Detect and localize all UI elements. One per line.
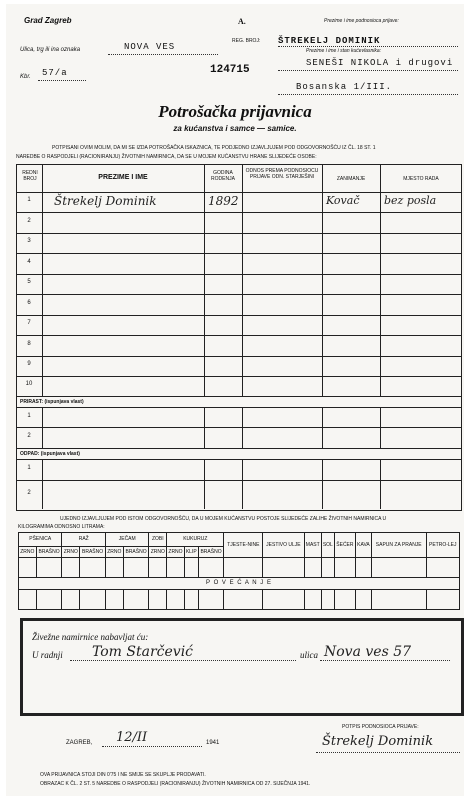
col-header-occupation: ZANIMANJE [336,176,366,182]
form-page [6,4,464,796]
applicant-value: ŠTREKELJ DOMINIK [278,36,381,46]
stock-col-header: SAPUN ZA PRANJE [371,533,426,558]
signature-label: POTPIS PODNOSIOCA PRIJAVE: [342,724,419,730]
applicant-underline [278,46,458,47]
supplier-street-label: ulica [300,650,318,660]
letter-a: A. [238,17,246,26]
signature-underline [316,752,460,753]
povecanje-label: P O V E Ć A N J E [19,578,460,589]
owner-underline [278,70,458,71]
stock-sub-header: BRAŠNO [36,546,62,557]
address-underline [278,94,458,95]
col-header-number: REDNI BROJ [22,170,38,182]
shop-underline [70,660,296,661]
stock-col-header: RAŽ [62,533,105,547]
street-label: Ulica, trg ili ina oznaka [20,47,81,53]
row-number: 4 [27,259,31,265]
kbr-underline [38,80,86,81]
stock-col-header: PŠENICA [19,533,62,547]
stock-sub-header: ZRNO [105,546,123,557]
street-value: NOVA VES [124,42,176,52]
row-number: 8 [27,341,31,347]
person-workplace: bez posla [384,194,437,207]
stock-col-header: MAST [304,533,321,558]
stock-sub-header: ZRNO [19,546,37,557]
shop-value: Tom Starčević [92,644,194,660]
date-underline [102,746,202,747]
row-number: 10 [25,381,33,387]
stock-col-header: JESTIVO ULJE [263,533,304,558]
owner-address: Bosanska 1/III. [296,82,393,92]
stock-col-header: PETRO-LEJ [426,533,459,558]
street-underline [108,54,218,55]
reg-label: REG. BROJ: [232,38,261,44]
stock-sub-header: ZRNO [167,546,185,557]
stock-col-header: KUKURUZ [167,533,224,547]
supplier-intro: Živežne namirnice nabavljat ću: [32,632,149,642]
person-occupation: Kovač [326,194,360,207]
stock-sub-header: BRAŠNO [123,546,149,557]
stock-col-header: TJESTE-NINE [224,533,263,558]
stock-sub-header: BRAŠNO [198,546,224,557]
col-header-relation: ODNOS PREMA PODNOSIOCU PRIJAVE ODN. STARJEŠINI [245,168,319,180]
signature: Štrekelj Dominik [322,734,434,749]
stock-col-header: ZOBI [149,533,167,547]
stock-col-header: ŠEĆER [334,533,355,558]
owner-label: Prezime i ime i stan kućevlasnika: [306,48,382,54]
intro-line-1: POTPISANI OVIM MOLIM, DA MI SE IZDA POTROŠAČKA ISKAZNICA, TE PODJEDNO IZJAVLJUJEM POD ODGOVORNOŠĆU IZ ČL. 18 ST. 1 [52,145,376,151]
row-number: 9 [27,361,31,367]
odpad-row-number: 1 [27,465,31,471]
form-title: Potrošačka prijavnica [158,102,312,121]
row-number: 5 [27,279,31,285]
supplier-street-underline [320,660,450,661]
stock-col-header: JEČAM [105,533,148,547]
stock-table [18,532,460,610]
supplier-street-value: Nova ves 57 [324,644,412,660]
reg-number: 124715 [210,64,250,76]
odpad-row-number: 2 [27,490,31,496]
intro-line-2: NAREDBE O RASPODJELI (RACIONIRANJU) ŽIVOTNIH NAMIRNICA, DA SE U MOJEM KUĆANSTVU HRANE SLIJEDEĆE OSOBE: [16,154,317,160]
stock-line-2: KILOGRAMIMA ODNOSNO LITRAMA: [18,524,105,530]
stock-line-1: UJEDNO IZJAVLJUJEM POD ISTOM ODGOVORNOŠĆU, DA U MOJEM KUĆANSTVU POSTOJE SLIJEDEĆE ZALIHE ŽIVOTNIH NAMIRNICA U [60,516,387,522]
footer-note-regulation: OBRAZAC K ČL. 2 ST. 5 NAREDBE O RASPODJELI (RACIONIRANJU) ŽIVOTNIH NAMIRNICA OD 27. SIJEČNJA 1941. [40,781,311,787]
footer-date: 12/II [116,730,148,745]
stock-col-header: KAVA [356,533,372,558]
col-header-workplace: MJESTO RADA [403,176,439,182]
odpad-label: ODPAD: (ispunjava vlast) [20,451,80,457]
person-year: 1892 [208,194,239,208]
stock-sub-header: BRAŠNO [80,546,106,557]
row-number: 6 [27,300,31,306]
person-name: Štrekelj Dominik [54,194,157,208]
city-label: Grad Zagreb [24,16,72,25]
kbr-label: Kbr. [20,74,31,80]
kbr-value: 57/a [42,68,68,78]
footer-note-price: OVA PRIJAVNICA STOJI DIN 0'75 I NE SMIJE SE SKUPLJE PRODAVATI. [40,772,206,778]
stock-sub-header: ZRNO [62,546,80,557]
form-subtitle: za kućanstva i samce — samice. [173,124,297,133]
applicant-label: Prezime i ime podnosioca prijave: [324,18,399,24]
stock-sub-header: ZRNO [149,546,167,557]
owner-value: SENEŠI NIKOLA i drugovi [306,58,454,68]
row-number: 3 [27,238,31,244]
stock-col-header: SOL [321,533,334,558]
stock-sub-header: KLIP [184,546,198,557]
shop-label: U radnji [32,650,63,660]
prirast-row-number: 1 [27,413,31,419]
row-number: 7 [27,320,31,326]
row-number: 1 [27,197,31,203]
footer-year: 1941 [206,740,220,746]
prirast-label: PRIRAST: (ispunjava vlast) [20,399,84,405]
prirast-row-number: 2 [27,433,31,439]
col-header-name: PREZIME I IME [98,174,148,181]
row-number: 2 [27,218,31,224]
footer-city: ZAGREB, [66,740,93,746]
col-header-year: GODINA RODENJA [211,170,235,182]
